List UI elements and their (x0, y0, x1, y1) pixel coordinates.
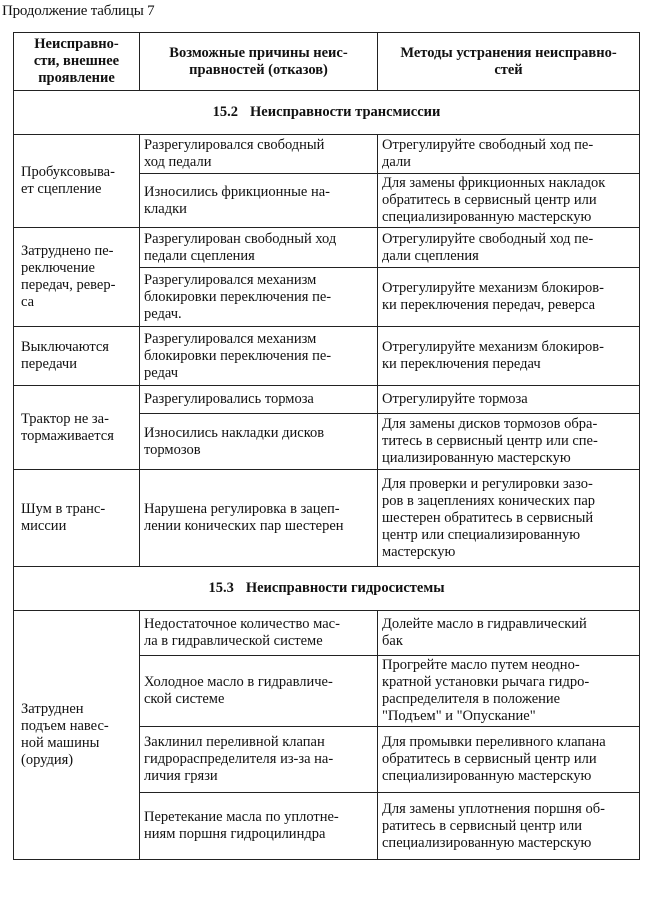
cell-line: бак (382, 633, 403, 649)
table-row (14, 327, 640, 386)
cell-line: (орудия) (21, 752, 74, 768)
cell-line: Износились накладки дисков (144, 424, 325, 441)
cell-line: тормаживается (21, 427, 114, 444)
section-number: 15.2 (212, 104, 238, 120)
section-heading: Неисправности трансмиссии (250, 104, 441, 120)
cell-line: миссии (21, 518, 67, 534)
remedy-cell (378, 135, 640, 174)
cell-line: лении конических пар шестерен (144, 518, 344, 534)
cell-line: обратитесь в сервисный центр или (382, 751, 597, 767)
cell-line: циализированную мастерскую (382, 450, 571, 466)
section-row (14, 91, 640, 135)
header-line: стей (494, 61, 523, 78)
cell-line: передач, ревер- (21, 277, 116, 293)
remedy-cell (378, 793, 640, 860)
cell-line: Разрегулировались тормоза (144, 391, 314, 407)
header-cause (140, 33, 378, 91)
cell-line: личия грязи (144, 768, 218, 784)
section-heading: Неисправности гидросистемы (245, 580, 445, 596)
cell-line: Выключаются (21, 339, 109, 355)
cell-line: Нарушена регулировка в зацеп- (144, 501, 340, 517)
header-line: Методы устранения неисправно- (400, 44, 617, 61)
cell-line: титесь в сервисный центр или спе- (382, 433, 598, 449)
remedy-cell (378, 268, 640, 327)
cell-line: Шум в транс- (21, 501, 106, 517)
symptom-cell (14, 327, 140, 386)
cell-line: педали сцепления (144, 247, 255, 264)
cell-line: Отрегулируйте свободный ход пе- (382, 230, 594, 247)
cause-cell (140, 228, 378, 268)
cell-line: блокировки переключения пе- (144, 347, 332, 364)
cell-line: ход педали (144, 154, 212, 170)
cause-cell (140, 386, 378, 414)
cell-line: ки переключения передач, реверса (382, 297, 596, 313)
cell-line: Отрегулируйте свободный ход пе- (382, 137, 594, 153)
header-line: проявление (38, 70, 115, 86)
cell-line: Разрегулировался свободный (144, 137, 325, 153)
cell-line: ла в гидравлической системе (144, 633, 323, 649)
cell-line: ной машины (21, 735, 100, 751)
remedy-cell (378, 414, 640, 470)
header-line: правностей (отказов) (189, 61, 328, 78)
cell-line: Отрегулируйте механизм блокиров- (382, 339, 604, 355)
cell-line: редач (144, 364, 179, 381)
cell-line: специализированную мастерскую (382, 768, 592, 784)
cell-line: редач. (144, 305, 182, 322)
cell-line: центр или специализированную (382, 526, 581, 543)
cell-line: дали сцепления (382, 247, 479, 264)
table-caption: Продолжение таблицы 7 (2, 3, 155, 19)
cell-line: Для замены уплотнения поршня об- (382, 800, 605, 817)
cell-line: гидрораспределителя из-за на- (144, 751, 334, 767)
remedy-cell (378, 228, 640, 268)
cell-line: Холодное масло в гидравличе- (144, 674, 333, 690)
header-remedy (378, 33, 640, 91)
cell-line: мастерскую (382, 543, 456, 560)
remedy-cell (378, 327, 640, 386)
table-row (14, 228, 640, 268)
cell-line: ратитесь в сервисный центр или (382, 817, 583, 834)
table-row (14, 470, 640, 567)
cell-line: Перетекание масла по уплотне- (144, 809, 339, 825)
cell-line: Для проверки и регулировки зазо- (382, 475, 593, 492)
cell-line: Недостаточное количество мас- (144, 616, 340, 632)
cell-line: блокировки переключения пе- (144, 288, 332, 305)
cell-line: ки переключения передач (382, 356, 541, 372)
section-row (14, 567, 640, 611)
remedy-cell (378, 174, 640, 228)
cause-cell (140, 727, 378, 793)
remedy-cell (378, 470, 640, 567)
header-line: Неисправно- (34, 36, 119, 52)
cell-line: са (21, 294, 35, 310)
cause-cell (140, 414, 378, 470)
cell-line: Отрегулируйте тормоза (382, 391, 528, 407)
cell-line: передачи (21, 356, 77, 372)
cell-line: Износились фрикционные на- (144, 183, 331, 200)
cell-line: Пробуксовыва- (21, 164, 115, 180)
cell-line: ской системе (144, 691, 225, 707)
cell-line: Разрегулировался механизм (144, 330, 317, 347)
section-title (14, 91, 640, 135)
symptom-cell (14, 470, 140, 567)
header-line: сти, внешнее (33, 53, 120, 69)
cell-line: реключение (21, 260, 95, 276)
header-row (14, 33, 640, 91)
cell-line: распределителя в положение (382, 691, 561, 707)
cell-line: Трактор не за- (21, 410, 109, 427)
cause-cell (140, 268, 378, 327)
cell-line: Разрегулирован свободный ход (144, 230, 337, 247)
header-line: Возможные причины неис- (169, 44, 348, 61)
cause-cell (140, 327, 378, 386)
faults-table (13, 32, 640, 860)
cell-line: подъем навес- (21, 718, 109, 734)
cause-cell (140, 470, 378, 567)
cell-line: дали (382, 154, 411, 170)
cell-line: кратной установки рычага гидро- (382, 674, 590, 690)
symptom-cell (14, 611, 140, 860)
cell-line: Отрегулируйте механизм блокиров- (382, 280, 604, 296)
cell-line: специализированную мастерскую (382, 834, 592, 851)
cell-line: Затруднен (21, 701, 84, 717)
cell-line: Заклинил переливной клапан (144, 734, 325, 750)
remedy-cell (378, 611, 640, 656)
cause-cell (140, 611, 378, 656)
section-number: 15.3 (208, 580, 234, 596)
table-row (14, 611, 640, 656)
cell-line: ниям поршня гидроцилиндра (144, 826, 326, 842)
remedy-cell (378, 656, 640, 727)
cell-line: кладки (144, 200, 187, 217)
symptom-cell (14, 386, 140, 470)
cause-cell (140, 174, 378, 228)
cell-line: специализированную мастерскую (382, 209, 592, 225)
cell-line: Для замены дисков тормозов обра- (382, 416, 598, 432)
section-title (14, 567, 640, 611)
cell-line: Разрегулировался механизм (144, 271, 317, 288)
cell-line: Прогрейте масло путем неодно- (382, 657, 580, 673)
cell-line: Долейте масло в гидравлический (382, 616, 587, 632)
cell-line: обратитесь в сервисный центр или (382, 192, 597, 208)
cell-line: Затруднено пе- (21, 243, 114, 259)
symptom-cell (14, 228, 140, 327)
cell-line: Для промывки переливного клапана (382, 734, 606, 750)
header-symptom (14, 33, 140, 91)
cause-cell (140, 656, 378, 727)
cause-cell (140, 793, 378, 860)
cause-cell (140, 135, 378, 174)
remedy-cell (378, 386, 640, 414)
cell-line: тормозов (144, 441, 201, 458)
cell-line: Для замены фрикционных накладок (382, 175, 606, 191)
remedy-cell (378, 727, 640, 793)
table-row (14, 135, 640, 174)
symptom-cell (14, 135, 140, 228)
cell-line: ров в зацеплениях конических пар (382, 492, 596, 509)
table-row (14, 386, 640, 414)
cell-line: "Подъем" и "Опускание" (382, 708, 536, 724)
cell-line: шестерен обратитесь в сервисный (382, 509, 594, 526)
cell-line: ет сцепление (21, 181, 102, 197)
